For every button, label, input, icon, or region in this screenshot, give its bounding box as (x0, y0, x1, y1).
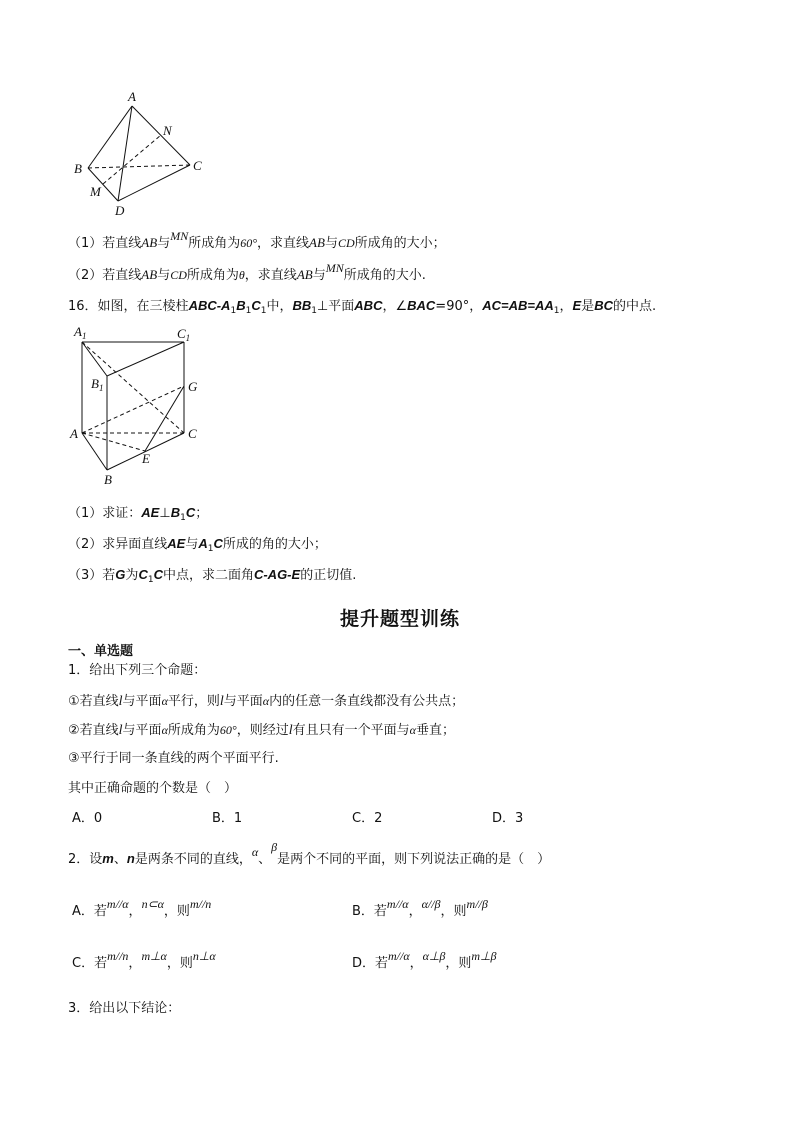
label-A1: $A_1$ (74, 324, 87, 341)
label-G: G (188, 379, 198, 394)
label-C: C (188, 426, 197, 441)
edge-AB (82, 433, 107, 470)
edge-BC (88, 165, 190, 168)
q16-part3: （3）若G为$C_1C$中点，求二面角C-AG-E的正切值. (68, 567, 357, 585)
q2-option-b[interactable]: B．若m//α，α//β，则m//β (352, 897, 488, 919)
label-A: A (128, 89, 136, 104)
edge-AB (88, 106, 132, 168)
label-E: E (142, 451, 150, 466)
prism-figure (62, 320, 212, 490)
edge-B1C1 (107, 342, 184, 376)
part-heading: 一、单选题 (68, 644, 134, 659)
edge-AD (118, 106, 132, 201)
label-D: D (115, 203, 125, 218)
q1-option-d[interactable]: D．3 (492, 811, 524, 826)
q1-option-c[interactable]: C．2 (352, 811, 383, 826)
edge-A1B1 (82, 342, 107, 376)
edge-AC (132, 106, 190, 165)
q16-part1: （1）求证：$AE\perp B_1C$； (68, 505, 209, 523)
segment-AG (82, 386, 184, 433)
q15-part1: （1）若直线AB与MN所成角为60°，求直线AB与CD所成角的大小； (68, 229, 446, 251)
q16-stem: 16．如图，在三棱柱ABC-$A_1B_1C_1$中，$BB_1\perp$平面ABC，∠BAC=90°，$AC=AB=AA_1$，E是BC的中点. (68, 298, 657, 316)
q2-option-d[interactable]: D．若m//α，α⊥β，则m⊥β (352, 949, 497, 971)
q1-ask: 其中正确命题的个数是（ ） (68, 781, 238, 796)
tetrahedron-figure (60, 88, 220, 218)
edge-DC (118, 165, 190, 201)
label-M: M (90, 184, 101, 199)
segment-MN (103, 135, 161, 184)
q1-statement-2: ②若直线l与平面α所成角为60°，则经过l有且只有一个平面与α垂直； (68, 723, 455, 738)
q1-option-b[interactable]: B．1 (212, 811, 243, 826)
label-B: B (74, 161, 82, 176)
label-C: C (193, 158, 202, 173)
label-B1: $B_1$ (91, 376, 104, 393)
q15-part2: （2）若直线AB与CD所成角为θ，求直线AB与MN所成角的大小. (68, 261, 426, 283)
label-A: A (70, 426, 78, 441)
q1-option-a[interactable]: A．0 (72, 811, 103, 826)
label-N: N (163, 123, 172, 138)
q3-stem: 3．给出以下结论： (68, 1001, 181, 1016)
q2-option-a[interactable]: A．若m//α，n⊂α，则m//n (72, 897, 212, 919)
label-C1: $C_1$ (177, 326, 191, 343)
part-number: （1） (68, 236, 103, 251)
q2-stem: 2．设m、n是两条不同的直线，α、β是两个不同的平面，则下列说法正确的是（ ） (68, 840, 551, 867)
segment-EG (145, 386, 184, 451)
segment-AE (82, 433, 145, 451)
label-B: B (104, 472, 112, 487)
section-title: 提升题型训练 (339, 608, 460, 630)
q1-statement-1: ①若直线l与平面α平行，则l与平面α内的任意一条直线都没有公共点； (68, 694, 465, 709)
q1-statement-3: ③平行于同一条直线的两个平面平行. (68, 751, 279, 766)
q1-stem: 1．给出下列三个命题： (68, 663, 207, 678)
q2-option-c[interactable]: C．若m//n，m⊥α，则n⊥α (72, 949, 216, 971)
q16-part2: （2）求异面直线AE与$A_1C$所成的角的大小； (68, 536, 327, 554)
